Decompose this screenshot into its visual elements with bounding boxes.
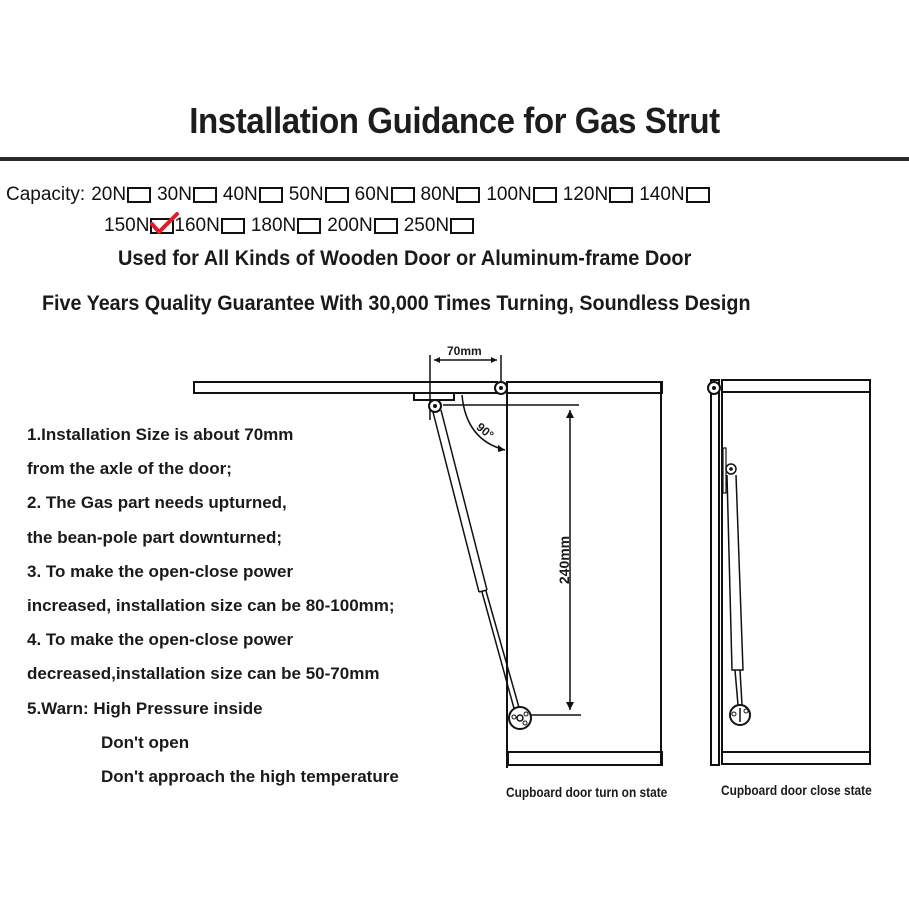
capacity-option-160n[interactable]: 160N — [174, 215, 244, 237]
capacity-option-80n[interactable]: 80N — [421, 184, 481, 206]
step-line: decreased,installation size can be 50-70mm — [27, 664, 380, 684]
capacity-option-140n[interactable]: 140N — [639, 184, 709, 206]
step-line: 2. The Gas part needs upturned, — [27, 493, 287, 513]
capacity-option-200n[interactable]: 200N — [327, 215, 397, 237]
capacity-option-50n[interactable]: 50N — [289, 184, 349, 206]
capacity-option-20n[interactable]: 20N — [91, 184, 151, 206]
dimension-70mm-label: 70mm — [447, 344, 482, 358]
capacity-option-60n[interactable]: 60N — [355, 184, 415, 206]
capacity-label: Capacity: — [6, 184, 86, 205]
capacity-option-40n[interactable]: 40N — [223, 184, 283, 206]
step-line: 1.Installation Size is about 70mm — [27, 425, 294, 444]
capacity-option-150n[interactable]: 150N — [104, 215, 174, 237]
angle-90-label: 90° — [473, 419, 497, 443]
capacity-option-250n[interactable]: 250N — [404, 215, 474, 237]
closed-state-caption: Cupboard door close state — [721, 782, 872, 798]
step-line: 4. To make the open-close power — [27, 630, 294, 650]
step-line: increased, installation size can be 80-100mm; — [27, 596, 395, 616]
capacity-option-100n[interactable]: 100N — [486, 184, 556, 206]
open-state-caption: Cupboard door turn on state — [506, 784, 668, 800]
step-line: from the axle of the door; — [27, 459, 232, 479]
step-line: 3. To make the open-close power — [27, 561, 294, 581]
usage-line: Used for All Kinds of Wooden Door or Aluminum-frame Door — [118, 247, 692, 270]
step-line: Don't open — [101, 732, 190, 752]
capacity-option-30n[interactable]: 30N — [157, 184, 217, 206]
capacity-option-120n[interactable]: 120N — [563, 184, 633, 206]
capacity-option-180n[interactable]: 180N — [251, 215, 321, 237]
step-line: the bean-pole part downturned; — [27, 527, 282, 547]
guarantee-line: Five Years Quality Guarantee With 30,000 Times Turning, Soundless Design — [42, 292, 751, 315]
step-line: 5.Warn: High Pressure inside — [27, 698, 263, 718]
page-title: Installation Guidance for Gas Strut — [189, 100, 720, 141]
step-line: Don't approach the high temperature — [101, 767, 399, 787]
dimension-240mm-label: 240mm — [556, 535, 573, 585]
